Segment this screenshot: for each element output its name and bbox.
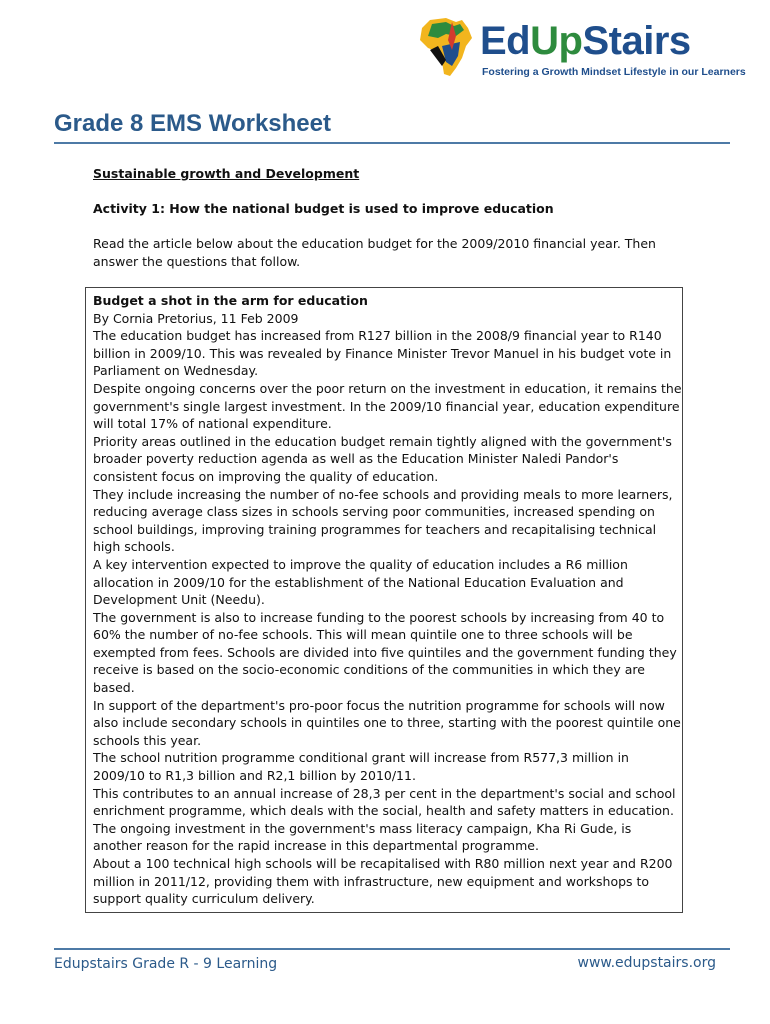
article-paragraph: The education budget has increased from R127 billion in the 2008/9 financial year to R140 billion in 2009/10. This was revealed by Finance Minister Trevor Manuel in his budget vote in Parliament on Wednesday. (93, 328, 672, 379)
article-paragraph: In support of the department's pro-poor focus the nutrition programme for schools will now also include secondary schools in quintiles one to three, starting with the poorest quintile one schools this year. (93, 697, 681, 748)
article-paragraph: Priority areas outlined in the education budget remain tightly aligned with the government's broader poverty reduction agenda as well as the Education Minister Naledi Pandor's consistent focus on improving the quality of education. (93, 433, 672, 484)
footer-divider (54, 948, 730, 950)
logo-word-ed: Ed (480, 19, 531, 63)
article-paragraph: A key intervention expected to improve the quality of education includes a R6 million allocation in 2009/10 for the establishment of the National Education Evaluation and Development Unit (Needu). (93, 556, 628, 608)
article-paragraph: About a 100 technical high schools will be recapitalised with R80 million next year and R200 million in 2011/12, providing them with infrastructure, new equipment and workshops to support quality curriculum delivery. (93, 856, 673, 907)
logo-tagline: Fostering a Growth Mindset Lifestyle in our Learners (482, 66, 746, 78)
footer-website-link[interactable]: www.edupstairs.org (577, 955, 716, 971)
title-divider (54, 142, 730, 144)
article-paragraph: The government is also to increase funding to the poorest schools by increasing from 40 to 60% the number of no-fee schools. This will mean quintile one to three schools will be exempted from fees. Schools are divided into five quintiles and the government funding they receive is based on the socio-economic conditions of the communities in which they are based. (93, 609, 677, 696)
logo-word-stairs: Stairs (582, 19, 691, 63)
africa-map-icon (416, 16, 478, 78)
article-paragraph: This contributes to an annual increase of 28,3 per cent in the department's social and school enrichment programme, which deals with the social, health and safety matters in education. (93, 785, 676, 819)
article-box (85, 287, 683, 913)
logo-wordmark (480, 16, 691, 66)
article-paragraph: The school nutrition programme conditional grant will increase from R577,3 million in 2009/10 to R1,3 billion and R2,1 billion by 2010/11. (93, 750, 629, 784)
article-headline: Budget a shot in the arm for education (93, 293, 368, 308)
edupstairs-logo (416, 16, 746, 82)
page-title: Grade 8 EMS Worksheet (54, 110, 331, 137)
article-paragraph: The ongoing investment in the government's mass literacy campaign, Kha Ri Gude, is another reason for the rapid increase in this departmental programme. (93, 820, 632, 854)
footer-brand-text: Edupstairs Grade R - 9 Learning (54, 956, 278, 972)
activity-heading: Activity 1: How the national budget is used to improve education (93, 201, 554, 216)
article-paragraph: Despite ongoing concerns over the poor return on the investment in education, it remains the government's single largest investment. In the 2009/10 financial year, education expenditure will total 17% of national expenditure. (93, 380, 682, 432)
section-heading: Sustainable growth and Development (93, 166, 360, 181)
logo-word-up: Up (530, 19, 583, 63)
instructions-text: Read the article below about the education budget for the 2009/2010 financial year. Then answer the questions that follow. (93, 236, 656, 269)
article-paragraph: They include increasing the number of no-fee schools and providing meals to more learners, reducing average class sizes in schools serving poor communities, increased spending on school buildings, improving training programmes for teachers and recapitalising technical high schools. (93, 486, 673, 555)
article-byline: By Cornia Pretorius, 11 Feb 2009 (93, 310, 299, 326)
